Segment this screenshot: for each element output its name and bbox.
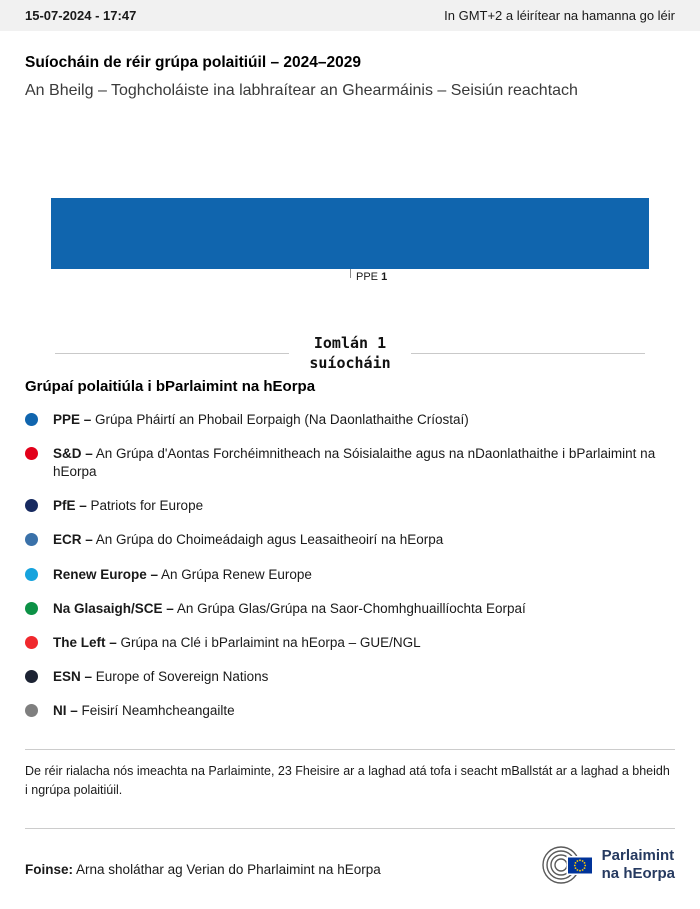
- page-title: Suíocháin de réir grúpa polaitiúil – 2024–2029: [25, 54, 361, 71]
- divider-top: [25, 749, 675, 750]
- legend-item-text: ESN – Europe of Sovereign Nations: [53, 669, 269, 685]
- party-color-dot: [25, 568, 38, 581]
- party-color-dot: [25, 447, 38, 460]
- total-line-2: suíocháin: [309, 354, 391, 373]
- seats-bar: [51, 198, 649, 269]
- ep-logo: [538, 843, 675, 887]
- tick-label: [356, 271, 387, 283]
- legend-item-sd: [25, 445, 675, 481]
- page-subtitle: An Bheilg – Toghcholáiste ina labhraítear an Ghearmáinis – Seisiún reachtach: [25, 82, 578, 99]
- timezone-note: In GMT+2 a léirítear na hamanna go léir: [444, 8, 675, 23]
- left-rule: [55, 353, 289, 354]
- legend-item-text: ECR – An Grúpa do Choimeádaigh agus Leasaitheoirí na hEorpa: [53, 532, 444, 548]
- source-label: Foinse:: [25, 861, 74, 877]
- legend-item-greens: [25, 600, 675, 618]
- axis-tick-row: [51, 269, 649, 291]
- legend-item-text: Na Glasaigh/SCE – An Grúpa Glas/Grúpa na Saor-Chomhghuaillíochta Eorpaí: [53, 600, 526, 616]
- ep-hemicycle-logo-icon: [538, 843, 594, 887]
- legend-item-text: Renew Europe – An Grúpa Renew Europe: [53, 566, 312, 582]
- divider-bottom: [25, 828, 675, 829]
- legend-item-text: PPE – Grúpa Pháirtí an Phobail Eorpaigh (Na Daonlathaithe Críostaí): [53, 411, 469, 427]
- legend-item-text: The Left – Grúpa na Clé i bParlaimint na hEorpa – GUE/NGL: [53, 635, 421, 651]
- legend-item-text: PfE – Patriots for Europe: [53, 498, 204, 514]
- party-color-dot: [25, 670, 38, 683]
- party-color-dot: [25, 636, 38, 649]
- total-seats-text: [309, 333, 390, 374]
- source-text: Arna sholáthar ag Verian do Pharlaimint na hEorpa: [76, 861, 381, 877]
- party-color-dot: [25, 704, 38, 717]
- legend-item-left: [25, 634, 675, 652]
- topbar: [0, 0, 700, 31]
- legend-item-pfe: [25, 497, 675, 515]
- right-rule: [411, 353, 645, 354]
- party-color-dot: [25, 413, 38, 426]
- legend-item-ecr: [25, 531, 675, 549]
- legend-item-ni: [25, 702, 675, 720]
- tick-party-value: 1: [381, 271, 388, 283]
- party-color-dot: [25, 533, 38, 546]
- party-color-dot: [25, 602, 38, 615]
- tick-mark: [350, 269, 351, 278]
- ep-logo-line-1: Parlaimint: [601, 846, 675, 864]
- party-color-dot: [25, 499, 38, 512]
- bar-segment-ppe: [51, 198, 649, 269]
- total-line-1: Iomlán 1: [313, 334, 387, 352]
- total-seats-block: [55, 333, 645, 374]
- source-line: [25, 862, 381, 877]
- legend-item-esn: [25, 668, 675, 686]
- legend-item-ppe: [25, 411, 675, 429]
- datetime-label: 15-07-2024 - 17:47: [25, 8, 137, 23]
- legend-item-renew: [25, 566, 675, 584]
- results-content: [0, 54, 700, 909]
- seats-bar-chart: [51, 198, 649, 291]
- tick-party-name: PPE: [356, 271, 379, 283]
- ep-logo-wordmark: [602, 847, 675, 885]
- legend-item-text: S&D – An Grúpa d'Aontas Forchéimnitheach na Sóisialaithe agus na nDaonlathaithe i bParlaimint na hEorpa: [53, 445, 656, 479]
- ep-logo-line-2: na hEorpa: [601, 865, 675, 883]
- legend-item-text: NI – Feisirí Neamhcheangailte: [53, 703, 235, 719]
- page-footer: [25, 837, 675, 909]
- footnote: De réir rialacha nós imeachta na Parlaiminte, 23 Fheisire ar a laghad atá tofa i seacht mBallstát ar a laghad a bheidh i ngrúpa polaitiúil.: [25, 763, 670, 798]
- legend-heading: Grúpaí polaitiúla i bParlaimint na hEorpa: [25, 377, 316, 395]
- legend-list: [25, 411, 675, 721]
